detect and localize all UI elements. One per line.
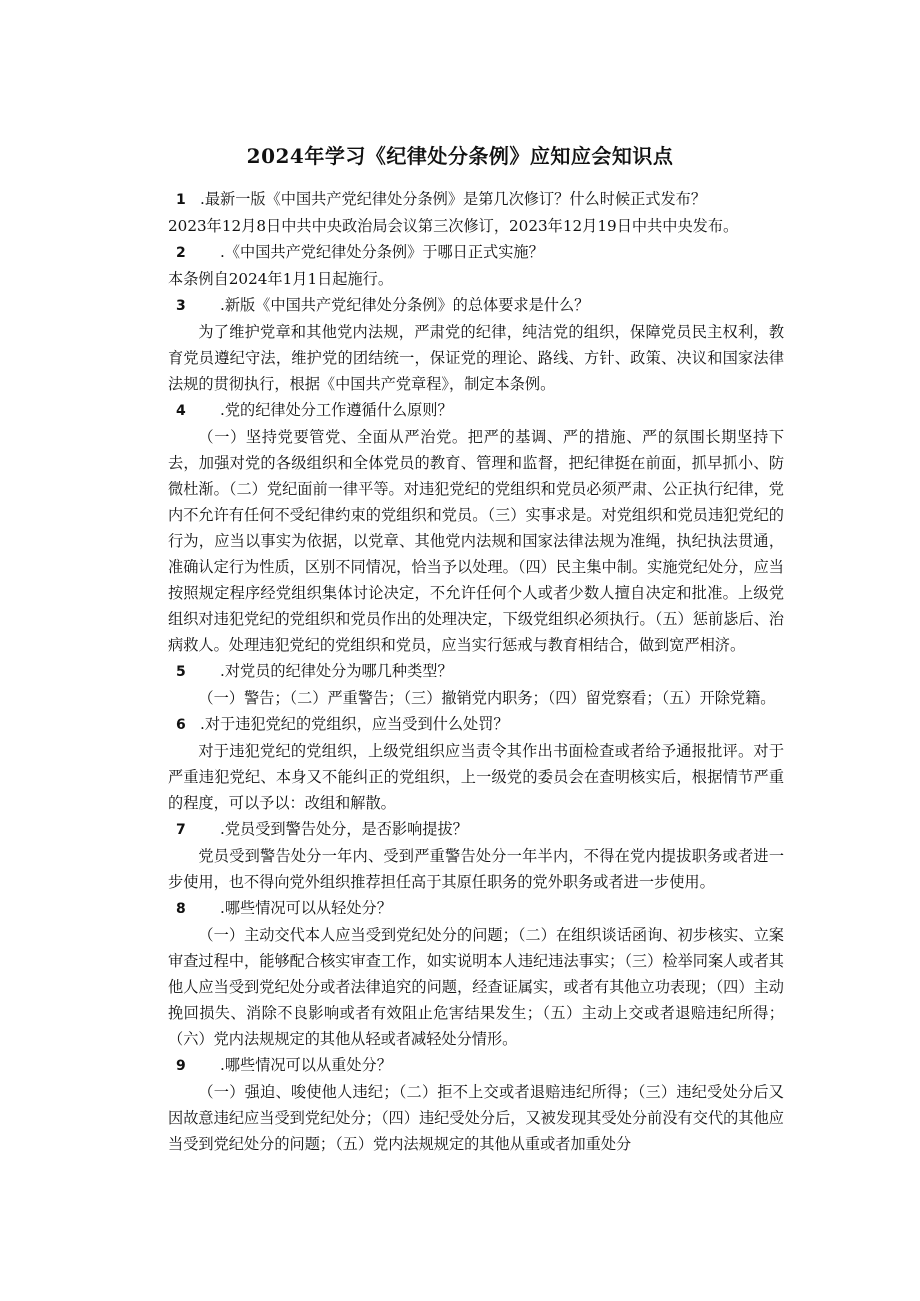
question-2 (168, 239, 784, 266)
question-text: .新版《中国共产党纪律处分条例》的总体要求是什么？ (220, 296, 590, 314)
question-1 (168, 186, 784, 213)
question-9 (168, 1052, 784, 1079)
question-text: .对党员的纪律处分为哪几种类型？ (220, 662, 453, 680)
question-number: 3 (176, 298, 186, 314)
answer-1: 2023年12月8日中共中央政治局会议第三次修订，2023年12月19日中共中央发布。 (168, 217, 739, 235)
question-text: .《中国共产党纪律处分条例》于哪日正式实施？ (220, 243, 544, 261)
question-number: 1 (176, 192, 186, 208)
answer-8: （一）主动交代本人应当受到党纪处分的问题；（二）在组织谈话函询、初步核实、立案审查过程中，能够配合核实审查工作，如实说明本人违纪违法事实；（三）检举同案人或者其他人应当受到党纪处分或者法律追究的问题，经查证属实，或者有其他立功表现；（四）主动挽回损失、消除不良影响或者有效阻止危害结果发生；（五）主动上交或者退赔违纪所得；（六）党内法规规定的其他从轻或者减轻处分情形。 (168, 926, 784, 1048)
answer-6: 对于违犯党纪的党组织，上级党组织应当责令其作出书面检查或者给予通报批评。对于严重违犯党纪、本身又不能纠正的党组织，上一级党的委员会在查明核实后，根据情节严重的程度，可以予以：改组和解散。 (168, 742, 784, 812)
question-7 (168, 816, 784, 843)
question-text: .党员受到警告处分，是否影响提拔？ (220, 820, 468, 838)
question-3 (168, 292, 784, 319)
answer-2: 本条例自2024年1月1日起施行。 (168, 270, 394, 288)
question-number: 4 (176, 403, 186, 419)
question-text: .党的纪律处分工作遵循什么原则？ (220, 401, 453, 419)
question-number: 6 (176, 717, 186, 733)
question-5 (168, 658, 784, 685)
question-4 (168, 397, 784, 424)
answer-3: 为了维护党章和其他党内法规，严肃党的纪律，纯洁党的组织，保障党员民主权利，教育党员遵纪守法，维护党的团结统一，保证党的理论、路线、方针、政策、决议和国家法律法规的贯彻执行，根据《中国共产党章程》，制定本条例。 (168, 323, 784, 393)
answer-5: （一）警告；（二）严重警告；（三）撤销党内职务；（四）留党察看；（五）开除党籍。 (198, 689, 776, 707)
answer-4: （一）坚持党要管党、全面从严治党。把严的基调、严的措施、严的氛围长期坚持下去，加强对党的各级组织和全体党员的教育、管理和监督，把纪律挺在前面，抓早抓小、防微杜渐。（二）党纪面前一律平等。对违犯党纪的党组织和党员必须严肃、公正执行纪律，党内不允许有任何不受纪律约束的党组织和党员。（三）实事求是。对党组织和党员违犯党纪的行为，应当以事实为依据，以党章、其他党内法规和国家法律法规为准绳，执纪执法贯通，准确认定行为性质，区别不同情况，恰当予以处理。（四）民主集中制。实施党纪处分，应当按照规定程序经党组织集体讨论决定，不允许任何个人或者少数人擅自决定和批准。上级党组织对违犯党纪的党组织和党员作出的处理决定，下级党组织必须执行。（五）惩前毖后、治病救人。处理违犯党纪的党组织和党员，应当实行惩戒与教育相结合，做到宽严相济。 (168, 428, 784, 654)
question-text: .对于违犯党纪的党组织，应当受到什么处罚？ (200, 715, 509, 733)
question-number: 5 (176, 664, 186, 680)
question-number: 7 (176, 822, 186, 838)
question-text: .最新一版《中国共产党纪律处分条例》是第几次修订？什么时候正式发布？ (200, 190, 707, 208)
question-text: .哪些情况可以从轻处分？ (220, 899, 392, 917)
question-number: 9 (176, 1058, 186, 1074)
question-text: .哪些情况可以从重处分？ (220, 1056, 392, 1074)
document-title: 2024年学习《纪律处分条例》应知应会知识点 (246, 144, 674, 168)
document-body (168, 186, 784, 1157)
answer-7: 党员受到警告处分一年内、受到严重警告处分一年半内，不得在党内提拔职务或者进一步使用，也不得向党外组织推荐担任高于其原任职务的党外职务或者进一步使用。 (168, 847, 784, 891)
question-number: 2 (176, 245, 186, 261)
answer-9: （一）强迫、唆使他人违纪；（二）拒不上交或者退赔违纪所得；（三）违纪受处分后又因故意违纪应当受到党纪处分；（四）违纪受处分后，又被发现其受处分前没有交代的其他应当受到党纪处分的问题；（五）党内法规规定的其他从重或者加重处分 (168, 1083, 784, 1153)
question-6 (168, 711, 784, 738)
question-number: 8 (176, 901, 186, 917)
question-8 (168, 895, 784, 922)
